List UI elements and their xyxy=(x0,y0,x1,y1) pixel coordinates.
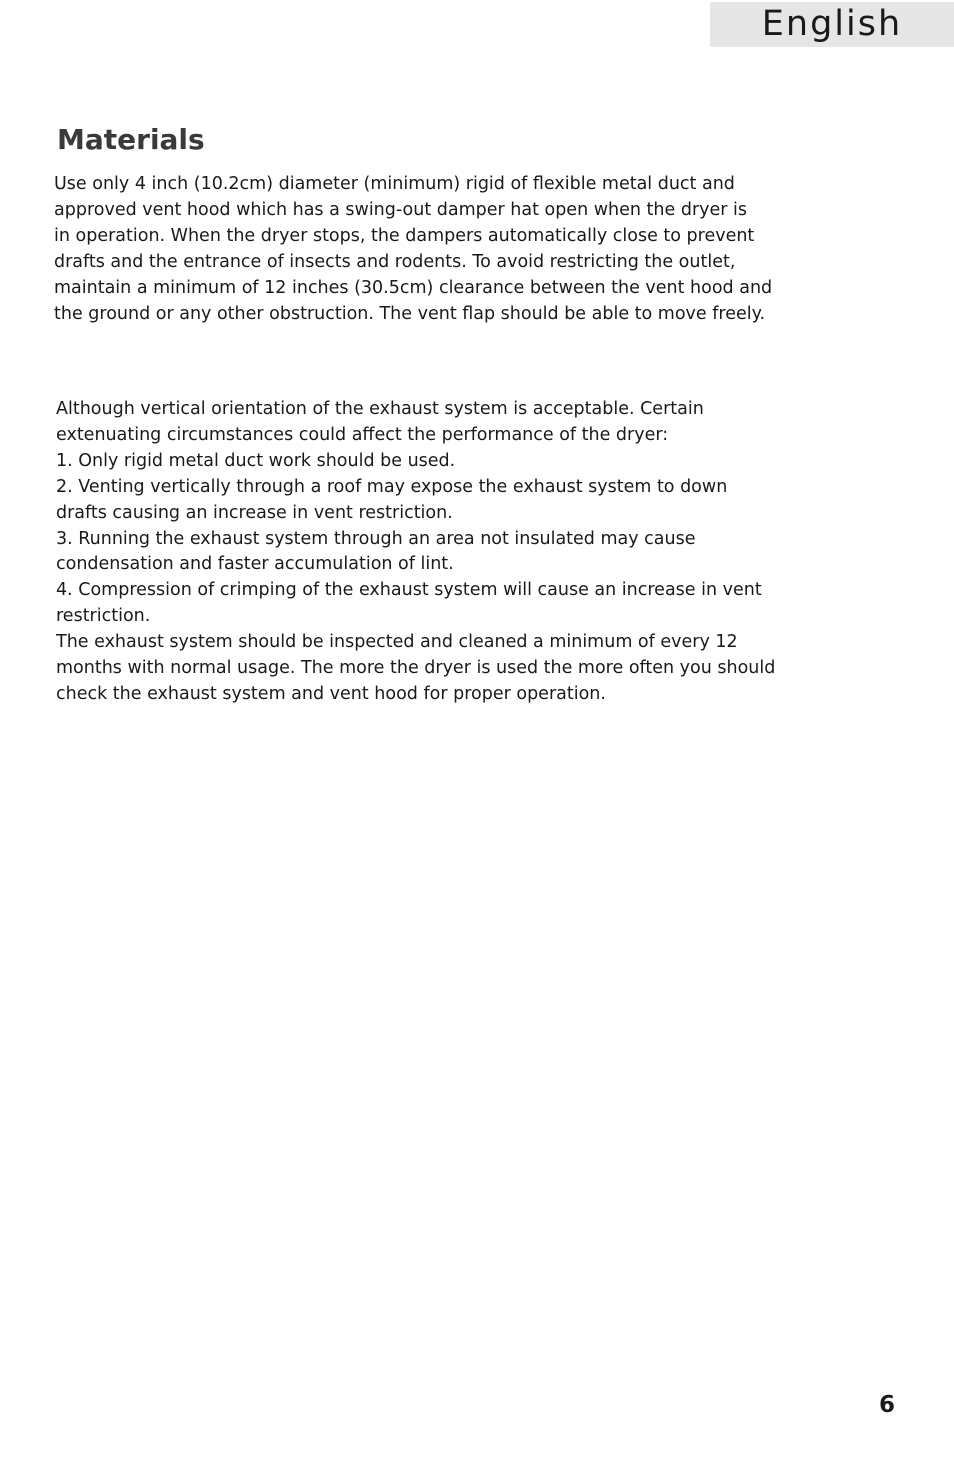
text-line: check the exhaust system and vent hood for proper operation. xyxy=(56,683,606,704)
language-tab xyxy=(710,2,954,47)
text-line: condensation and faster accumulation of lint. xyxy=(56,554,454,575)
text-line: drafts and the entrance of insects and rodents. To avoid restricting the outlet, xyxy=(54,251,736,272)
text-line: the ground or any other obstruction. The vent flap should be able to move freely. xyxy=(54,303,766,324)
materials-paragraph xyxy=(54,172,772,327)
text-line: Use only 4 inch (10.2cm) diameter (minimum) rigid of flexible metal duct and xyxy=(54,174,735,194)
text-line: maintain a minimum of 12 inches (30.5cm) clearance between the vent hood and xyxy=(54,277,773,298)
list-item: 3. Running the exhaust system through an area not insulated may cause xyxy=(56,528,696,549)
text-line: Although vertical orientation of the exhaust system is acceptable. Certain xyxy=(56,399,704,419)
vertical-venting-paragraph xyxy=(56,397,775,708)
list-item: 2. Venting vertically through a roof may expose the exhaust system to down xyxy=(56,476,728,497)
section-title: Materials xyxy=(57,123,205,156)
list-item: 4. Compression of crimping of the exhaust system will cause an increase in vent xyxy=(56,580,762,601)
text-line: restriction. xyxy=(56,606,151,627)
text-line: approved vent hood which has a swing-out damper hat open when the dryer is xyxy=(54,199,748,220)
text-line: months with normal usage. The more the dryer is used the more often you should xyxy=(56,658,776,679)
text-line: drafts causing an increase in vent restriction. xyxy=(56,502,453,523)
text-line: in operation. When the dryer stops, the dampers automatically close to prevent xyxy=(54,225,755,246)
page-number: 6 xyxy=(879,1392,896,1418)
text-line: extenuating circumstances could affect the performance of the dryer: xyxy=(56,424,669,445)
language-tab-label: English xyxy=(761,4,903,44)
text-line: The exhaust system should be inspected and cleaned a minimum of every 12 xyxy=(56,632,738,653)
list-item: 1. Only rigid metal duct work should be used. xyxy=(56,450,456,471)
